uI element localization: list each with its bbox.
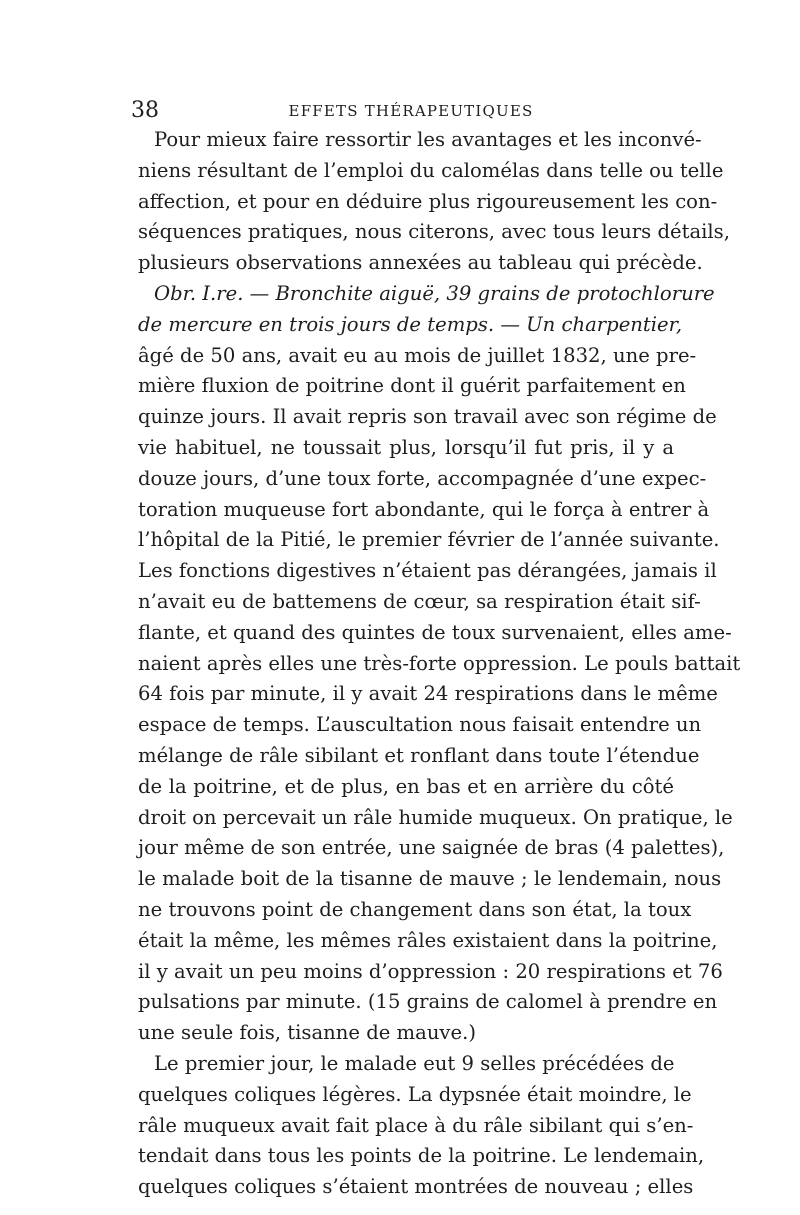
text-line: était la même, les mêmes râles existaient dans la poitrine, <box>138 928 718 952</box>
text-line: droit on percevait un râle humide muqueux. On pratique, le <box>138 805 733 829</box>
text-line: l’hôpital de la Pitié, le premier février de l’année suivante. <box>138 528 720 552</box>
text-line: Les fonctions digestives n’étaient pas dérangées, jamais il <box>138 559 717 583</box>
text-line: affection, et pour en déduire plus rigoureusement les con- <box>138 189 718 213</box>
observation-heading: Obr. I.re. — Bronchite aiguë, 39 grains de protochlorure <box>154 281 715 305</box>
text-line: il y avait un peu moins d’oppression : 20 respirations et 76 <box>138 959 723 983</box>
text-line: pulsations par minute. (15 grains de calomel à prendre en <box>138 990 718 1014</box>
text-line: de la poitrine, et de plus, en bas et en arrière du côté <box>138 774 674 798</box>
text-line: quelques coliques légères. La dypsnée était moindre, le <box>138 1082 692 1106</box>
text-line: espace de temps. L’auscultation nous faisait entendre un <box>138 713 702 737</box>
text-line: flante, et quand des quintes de toux survenaient, elles ame- <box>138 620 732 644</box>
text-line: séquences pratiques, nous citerons, avec tous leurs détails, <box>138 220 730 244</box>
text-line: quelques coliques s’étaient montrées de nouveau ; elles <box>138 1175 694 1199</box>
text-line: vie habituel, ne toussait plus, lorsqu’il fut pris, il y a <box>138 435 674 459</box>
text-line: n’avait eu de battemens de cœur, sa respiration était sif- <box>138 589 701 613</box>
text-line: ne trouvons point de changement dans son état, la toux <box>138 897 692 921</box>
text-line: âgé de 50 ans, avait eu au mois de juillet 1832, une pre- <box>138 343 697 367</box>
text-line: plusieurs observations annexées au tableau qui précède. <box>138 251 703 275</box>
text-line: 64 fois par minute, il y avait 24 respirations dans le même <box>138 682 718 706</box>
text-line: râle muqueux avait fait place à du râle sibilant qui s’en- <box>138 1113 694 1137</box>
text-line: mélange de râle sibilant et ronflant dans toute l’étendue <box>138 743 700 767</box>
text-line: mière fluxion de poitrine dont il guérit parfaitement en <box>138 374 686 398</box>
page-number: 38 <box>131 98 159 123</box>
text-line: toration muqueuse fort abondante, qui le força à entrer à <box>138 497 710 521</box>
text-line: quinze jours. Il avait repris son travail avec son régime de <box>138 405 717 429</box>
text-line: jour même de son entrée, une saignée de bras (4 palettes), <box>138 836 725 860</box>
text-line: Pour mieux faire ressortir les avantages et les inconvé- <box>154 128 702 151</box>
text-line: tendait dans tous les points de la poitrine. Le lendemain, <box>138 1144 705 1168</box>
text-line: le malade boit de la tisanne de mauve ; le lendemain, nous <box>138 867 722 891</box>
text-line: Le premier jour, le malade eut 9 selles précédées de <box>154 1051 675 1075</box>
body-text <box>138 125 741 1203</box>
text-line: une seule fois, tisanne de mauve.) <box>138 1021 476 1045</box>
running-head: EFFETS THÉRAPEUTIQUES <box>288 102 534 120</box>
text-line: douze jours, d’une toux forte, accompagnée d’une expec- <box>138 466 707 490</box>
page-header <box>131 96 671 126</box>
observation-heading-continued: de mercure en trois jours de temps. — Un charpentier, <box>138 312 683 336</box>
text-line: niens résultant de l’emploi du calomélas dans telle ou telle <box>138 158 724 182</box>
text-line: naient après elles une très-forte oppression. Le pouls battait <box>138 651 741 675</box>
